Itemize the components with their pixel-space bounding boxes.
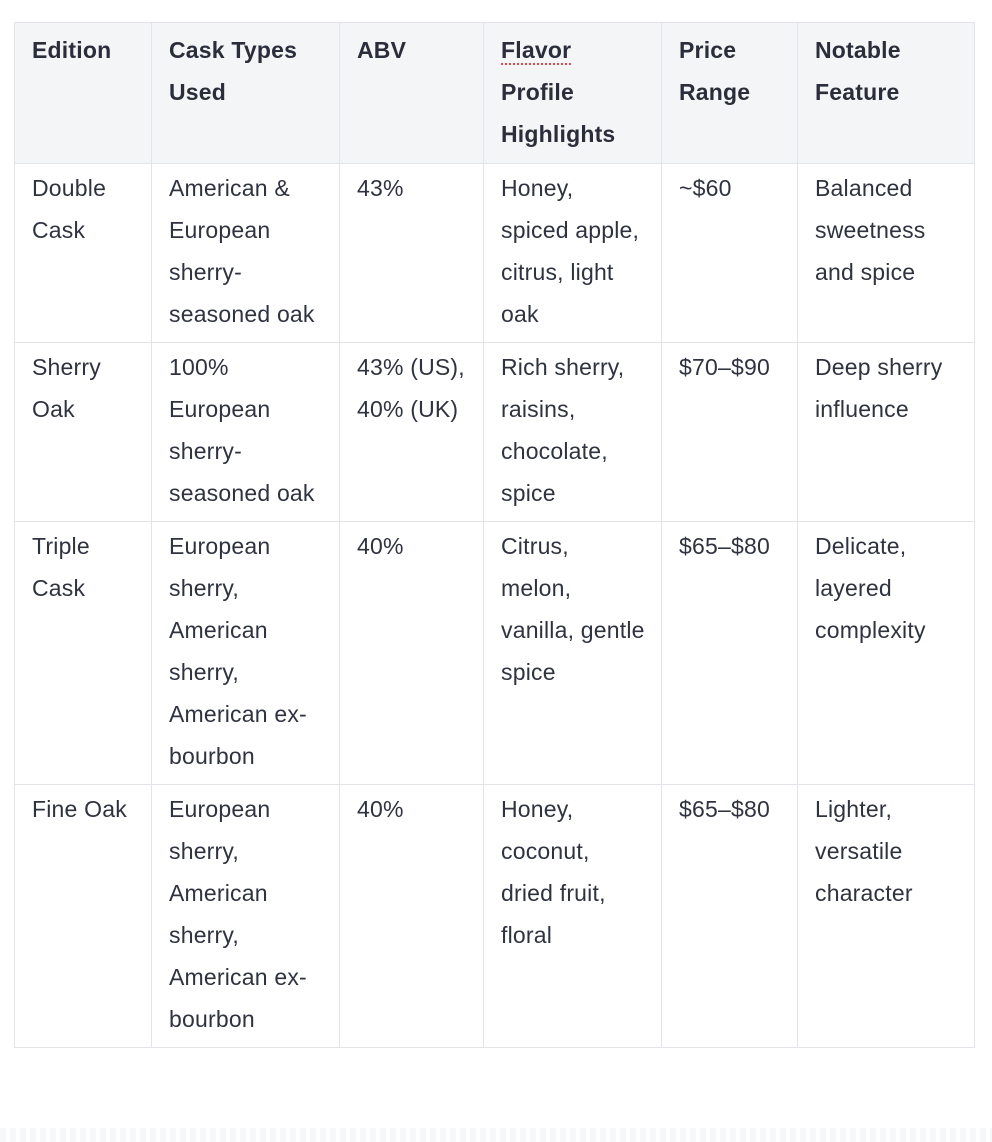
cell-feature: Lighter, versatile character: [798, 785, 975, 1048]
header-notable-feature: Notable Feature: [798, 23, 975, 164]
header-flavor-rest: Profile Highlights: [501, 79, 616, 147]
table-row: [15, 343, 975, 522]
cell-abv: 43%: [340, 164, 484, 343]
cell-feature: Balanced sweetness and spice: [798, 164, 975, 343]
cell-flavor: Citrus, melon, vanilla, gentle spice: [484, 522, 662, 785]
cell-price: ~$60: [662, 164, 798, 343]
cell-edition: Double Cask: [15, 164, 152, 343]
cell-edition: Fine Oak: [15, 785, 152, 1048]
table-row: [15, 164, 975, 343]
table-row: [15, 785, 975, 1048]
cell-flavor: Honey, coconut, dried fruit, floral: [484, 785, 662, 1048]
page-bottom-edge: [0, 1128, 992, 1142]
cell-cask-types: American & European sherry-seasoned oak: [152, 164, 340, 343]
cell-abv: 40%: [340, 785, 484, 1048]
cell-abv: 43% (US), 40% (UK): [340, 343, 484, 522]
cell-cask-types: European sherry, American sherry, American ex-bourbon: [152, 522, 340, 785]
cell-feature: Delicate, layered complexity: [798, 522, 975, 785]
header-price-range: Price Range: [662, 23, 798, 164]
spellcheck-word[interactable]: Flavor: [501, 37, 572, 63]
cell-price: $65–$80: [662, 522, 798, 785]
header-flavor-profile: [484, 23, 662, 164]
cell-cask-types: European sherry, American sherry, American ex-bourbon: [152, 785, 340, 1048]
comparison-table-container: [14, 22, 974, 1048]
cell-price: $70–$90: [662, 343, 798, 522]
cell-abv: 40%: [340, 522, 484, 785]
cell-price: $65–$80: [662, 785, 798, 1048]
header-cask-types: Cask Types Used: [152, 23, 340, 164]
cell-edition: Triple Cask: [15, 522, 152, 785]
table-row: [15, 522, 975, 785]
whisky-comparison-table: [14, 22, 975, 1048]
cell-feature: Deep sherry influence: [798, 343, 975, 522]
cell-flavor: Rich sherry, raisins, chocolate, spice: [484, 343, 662, 522]
table-header-row: [15, 23, 975, 164]
cell-cask-types: 100% European sherry-seasoned oak: [152, 343, 340, 522]
header-abv: ABV: [340, 23, 484, 164]
cell-edition: Sherry Oak: [15, 343, 152, 522]
cell-flavor: Honey, spiced apple, citrus, light oak: [484, 164, 662, 343]
header-edition: Edition: [15, 23, 152, 164]
